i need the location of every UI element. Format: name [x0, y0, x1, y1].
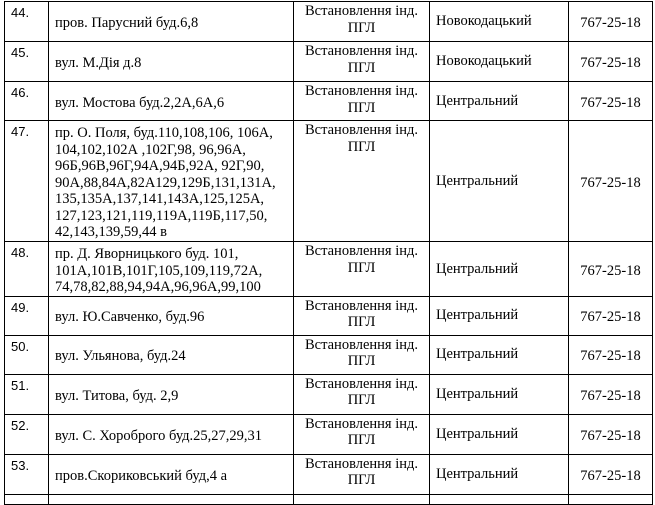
district-cell: Центральний	[430, 454, 569, 494]
district-cell: Центральний	[430, 121, 569, 242]
phone-cell: 767-25-18	[569, 454, 653, 494]
work-type-cell: Встановлення інд. ПГЛ	[294, 242, 430, 297]
address-cell: пров.Скориковський буд,4 а	[49, 454, 294, 494]
address-cell: пр. Д. Яворницького буд. 101, 101А,101В,101Г,105,109,119,72А, 74,78,82,88,94,94А,96,96А,99,100	[49, 242, 294, 297]
row-number: 47.	[5, 121, 49, 242]
phone-cell: 767-25-18	[569, 374, 653, 414]
district-cell: Центральний	[430, 414, 569, 454]
work-type-cell: Встановлення інд. ПГЛ	[294, 335, 430, 374]
work-type-cell: Встановлення інд. ПГЛ	[294, 82, 430, 121]
table-row	[5, 82, 653, 121]
address-cell: вул. С. Хороброго буд.25,27,29,31	[49, 414, 294, 454]
table-row	[5, 2, 653, 42]
row-number: 46.	[5, 82, 49, 121]
phone-cell: 767-25-18	[569, 335, 653, 374]
work-type-cell: Встановлення інд. ПГЛ	[294, 296, 430, 335]
address-cell: вул. Ульянова, буд.24	[49, 335, 294, 374]
row-number: 49.	[5, 296, 49, 335]
table-row	[5, 414, 653, 454]
address-cell: вул. Ю.Савченко, буд.96	[49, 296, 294, 335]
address-cell: пров. Парусний буд.6,8	[49, 2, 294, 42]
phone-cell: 767-25-18	[569, 82, 653, 121]
row-number: 48.	[5, 242, 49, 297]
district-cell: Центральний	[430, 242, 569, 297]
work-type-cell: Встановлення інд. ПГЛ	[294, 121, 430, 242]
table-row	[5, 42, 653, 82]
district-cell: Новокодацький	[430, 2, 569, 42]
row-number: 45.	[5, 42, 49, 82]
table-row	[5, 374, 653, 414]
address-cell: вул. М.Дія д.8	[49, 42, 294, 82]
table-row	[5, 296, 653, 335]
phone-cell: 767-25-18	[569, 2, 653, 42]
row-number: 50.	[5, 335, 49, 374]
phone-cell: 767-25-18	[569, 296, 653, 335]
work-type-cell: Встановлення інд. ПГЛ	[294, 414, 430, 454]
phone-cell: 767-25-18	[569, 42, 653, 82]
table-row	[5, 121, 653, 242]
address-cell: вул. Мостова буд.2,2А,6А,6	[49, 82, 294, 121]
row-number: 44.	[5, 2, 49, 42]
table-row	[5, 335, 653, 374]
work-type-cell: Встановлення інд. ПГЛ	[294, 42, 430, 82]
address-cell: пр. О. Поля, буд.110,108,106, 106А, 104,102,102А ,102Г,98, 96,96А, 96Б,96В,96Г,94А,94Б,92А, 92Г,90, 90А,88,84А,82А129,129Б,131,131А, 135,135А,137,141,143А,125,125А, 127,123,121,119,119А,119Б,117,50, 42,143,139,59,44 в	[49, 121, 294, 242]
work-type-cell: Встановлення інд. ПГЛ	[294, 2, 430, 42]
work-type-cell: Встановлення інд. ПГЛ	[294, 454, 430, 494]
table-row	[5, 454, 653, 494]
works-table	[4, 1, 653, 505]
district-cell: Центральний	[430, 335, 569, 374]
district-cell: Новокодацький	[430, 42, 569, 82]
row-number: 53.	[5, 454, 49, 494]
district-cell: Центральний	[430, 82, 569, 121]
district-cell: Центральний	[430, 296, 569, 335]
table-row	[5, 242, 653, 297]
phone-cell: 767-25-18	[569, 121, 653, 242]
phone-cell: 767-25-18	[569, 242, 653, 297]
work-type-cell: Встановлення інд. ПГЛ	[294, 374, 430, 414]
district-cell: Центральний	[430, 374, 569, 414]
row-number: 52.	[5, 414, 49, 454]
row-number: 51.	[5, 374, 49, 414]
address-cell: вул. Титова, буд. 2,9	[49, 374, 294, 414]
phone-cell: 767-25-18	[569, 414, 653, 454]
